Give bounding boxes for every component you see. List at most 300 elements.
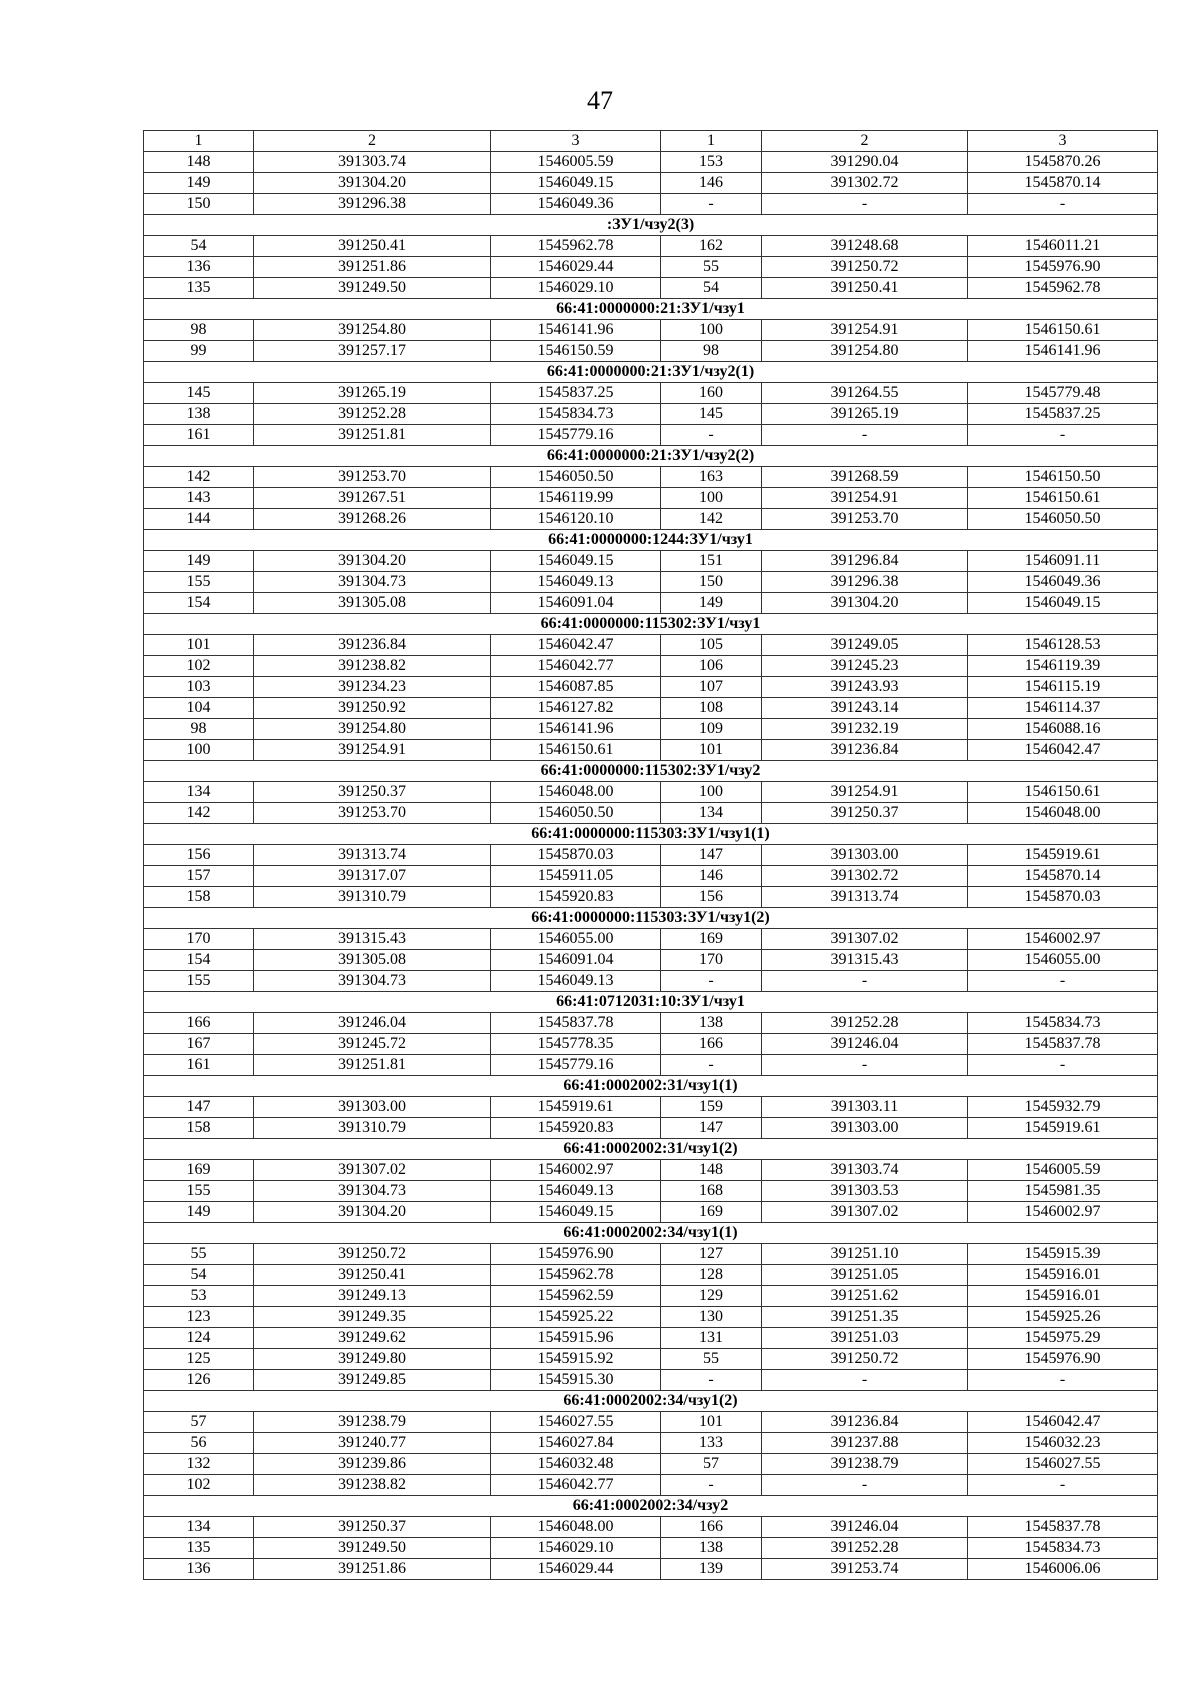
table-cell: 53: [144, 1286, 254, 1307]
table-cell: -: [968, 1055, 1158, 1076]
table-cell: 1546128.53: [968, 635, 1158, 656]
table-cell: 391254.91: [762, 488, 968, 509]
section-header-row: [144, 824, 1158, 845]
table-cell: 1546048.00: [968, 803, 1158, 824]
table-cell: 391253.70: [254, 803, 491, 824]
table-cell: 1545919.61: [968, 1118, 1158, 1139]
table-cell: 391250.41: [254, 236, 491, 257]
table-cell: 391304.20: [762, 593, 968, 614]
table-cell: 1546032.23: [968, 1433, 1158, 1454]
table-cell: 391302.72: [762, 866, 968, 887]
table-cell: 55: [661, 1349, 762, 1370]
table-row: [144, 929, 1158, 950]
table-cell: 1546029.44: [491, 257, 661, 278]
table-cell: -: [661, 1055, 762, 1076]
table-cell: -: [661, 425, 762, 446]
table-cell: 1546027.84: [491, 1433, 661, 1454]
table-cell: 391249.50: [254, 1538, 491, 1559]
table-cell: 1546048.00: [491, 782, 661, 803]
section-title: 66:41:0000000:115302:ЗУ1/чзу2: [144, 761, 1158, 782]
table-cell: 391249.05: [762, 635, 968, 656]
table-cell: -: [762, 1475, 968, 1496]
section-title: 66:41:0002002:34/чзу1(1): [144, 1223, 1158, 1244]
table-row: [144, 404, 1158, 425]
table-cell: 391245.23: [762, 656, 968, 677]
table-cell: 391303.11: [762, 1097, 968, 1118]
table-cell: 391239.86: [254, 1454, 491, 1475]
table-cell: 1546049.15: [491, 1202, 661, 1223]
table-cell: 391254.91: [254, 740, 491, 761]
section-header-row: [144, 299, 1158, 320]
table-cell: 1546029.10: [491, 278, 661, 299]
table-cell: 391237.88: [762, 1433, 968, 1454]
table-cell: 1545837.78: [968, 1517, 1158, 1538]
section-header-row: [144, 1496, 1158, 1517]
table-cell: -: [762, 971, 968, 992]
table-cell: 134: [144, 782, 254, 803]
table-cell: 1545962.59: [491, 1286, 661, 1307]
table-cell: -: [762, 1055, 968, 1076]
table-cell: 1545976.90: [968, 1349, 1158, 1370]
table-cell: 170: [661, 950, 762, 971]
table-cell: 1545916.01: [968, 1286, 1158, 1307]
table-cell: 391252.28: [762, 1538, 968, 1559]
section-header-row: [144, 761, 1158, 782]
table-row: [144, 173, 1158, 194]
table-cell: 391304.73: [254, 572, 491, 593]
table-cell: 391243.93: [762, 677, 968, 698]
table-cell: 1546141.96: [968, 341, 1158, 362]
table-cell: 391245.72: [254, 1034, 491, 1055]
table-cell: 391315.43: [762, 950, 968, 971]
table-cell: 391317.07: [254, 866, 491, 887]
table-cell: 391305.08: [254, 593, 491, 614]
table-cell: 1545915.39: [968, 1244, 1158, 1265]
header-cell: 3: [968, 131, 1158, 152]
table-cell: 54: [144, 1265, 254, 1286]
table-cell: -: [968, 971, 1158, 992]
table-cell: 159: [661, 1097, 762, 1118]
table-cell: -: [762, 425, 968, 446]
section-title: 66:41:0002002:31/чзу1(1): [144, 1076, 1158, 1097]
table-row: [144, 194, 1158, 215]
table-cell: 56: [144, 1433, 254, 1454]
table-cell: 169: [661, 929, 762, 950]
section-title: 66:41:0000000:1244:ЗУ1/чзу1: [144, 530, 1158, 551]
table-cell: 391249.35: [254, 1307, 491, 1328]
table-cell: -: [762, 1370, 968, 1391]
table-cell: 391236.84: [762, 740, 968, 761]
table-cell: 101: [661, 740, 762, 761]
table-cell: 1545919.61: [968, 845, 1158, 866]
table-cell: 149: [144, 173, 254, 194]
table-cell: 1545779.48: [968, 383, 1158, 404]
table-cell: 1545834.73: [491, 404, 661, 425]
table-cell: 391246.04: [254, 1013, 491, 1034]
table-cell: 170: [144, 929, 254, 950]
table-cell: 158: [144, 887, 254, 908]
table-cell: 391313.74: [254, 845, 491, 866]
table-cell: 1546027.55: [491, 1412, 661, 1433]
table-row: [144, 1349, 1158, 1370]
table-cell: 391315.43: [254, 929, 491, 950]
table-cell: -: [968, 1370, 1158, 1391]
table-cell: 134: [144, 1517, 254, 1538]
table-cell: 391250.72: [762, 1349, 968, 1370]
table-cell: 1545870.26: [968, 152, 1158, 173]
table-cell: 136: [144, 257, 254, 278]
table-cell: 143: [144, 488, 254, 509]
table-row: [144, 782, 1158, 803]
table-cell: 391249.80: [254, 1349, 491, 1370]
table-cell: 1546049.15: [491, 173, 661, 194]
table-cell: 391304.20: [254, 173, 491, 194]
table-cell: 391251.62: [762, 1286, 968, 1307]
table-cell: -: [661, 1475, 762, 1496]
table-row: [144, 1202, 1158, 1223]
table-row: [144, 1013, 1158, 1034]
table-cell: 391265.19: [254, 383, 491, 404]
table-cell: 391248.68: [762, 236, 968, 257]
table-cell: 1545920.83: [491, 1118, 661, 1139]
table-cell: 391251.05: [762, 1265, 968, 1286]
table-cell: 391251.10: [762, 1244, 968, 1265]
table-cell: 391246.04: [762, 1034, 968, 1055]
section-header-row: [144, 1391, 1158, 1412]
table-cell: 391253.70: [762, 509, 968, 530]
table-cell: 391304.73: [254, 1181, 491, 1202]
table-row: [144, 698, 1158, 719]
table-cell: 1546049.13: [491, 1181, 661, 1202]
table-cell: 149: [144, 551, 254, 572]
table-cell: 391303.00: [254, 1097, 491, 1118]
table-cell: 391296.38: [762, 572, 968, 593]
section-header-row: [144, 614, 1158, 635]
table-cell: 1546087.85: [491, 677, 661, 698]
table-row: [144, 1244, 1158, 1265]
table-cell: 147: [144, 1097, 254, 1118]
table-row: [144, 677, 1158, 698]
table-cell: 148: [144, 152, 254, 173]
table-cell: 1545962.78: [491, 1265, 661, 1286]
table-cell: 1546150.61: [491, 740, 661, 761]
table-cell: 391238.79: [254, 1412, 491, 1433]
table-cell: 391250.41: [762, 278, 968, 299]
table-cell: 136: [144, 1559, 254, 1580]
table-row: [144, 383, 1158, 404]
table-cell: 391249.13: [254, 1286, 491, 1307]
table-cell: 1546049.15: [491, 551, 661, 572]
table-cell: 126: [144, 1370, 254, 1391]
section-header-row: [144, 446, 1158, 467]
header-cell: 3: [491, 131, 661, 152]
table-cell: 391307.02: [762, 1202, 968, 1223]
table-cell: 1546049.36: [491, 194, 661, 215]
table-cell: 100: [661, 782, 762, 803]
table-cell: 142: [661, 509, 762, 530]
table-cell: 391251.35: [762, 1307, 968, 1328]
table-cell: 391236.84: [254, 635, 491, 656]
table-cell: 391267.51: [254, 488, 491, 509]
table-cell: 98: [661, 341, 762, 362]
table-row: [144, 1475, 1158, 1496]
table-cell: 1546005.59: [491, 152, 661, 173]
table-cell: 1545981.35: [968, 1181, 1158, 1202]
table-row: [144, 1328, 1158, 1349]
table-row: [144, 1454, 1158, 1475]
table-cell: 391307.02: [762, 929, 968, 950]
table-row: [144, 635, 1158, 656]
section-header-row: [144, 362, 1158, 383]
table-cell: 144: [144, 509, 254, 530]
table-cell: 1545915.30: [491, 1370, 661, 1391]
table-row: [144, 1370, 1158, 1391]
section-title: 66:41:0712031:10:ЗУ1/чзу1: [144, 992, 1158, 1013]
table-cell: 1546120.10: [491, 509, 661, 530]
table-cell: 1546006.06: [968, 1559, 1158, 1580]
table-cell: 142: [144, 467, 254, 488]
table-cell: 391251.86: [254, 257, 491, 278]
table-row: [144, 551, 1158, 572]
table-cell: 158: [144, 1118, 254, 1139]
table-cell: 391310.79: [254, 887, 491, 908]
table-cell: 102: [144, 656, 254, 677]
table-cell: 391252.28: [762, 1013, 968, 1034]
table-cell: 1545779.16: [491, 1055, 661, 1076]
table-cell: 391257.17: [254, 341, 491, 362]
table-cell: 138: [661, 1538, 762, 1559]
table-cell: 1545962.78: [491, 236, 661, 257]
section-title: 66:41:0000000:21:ЗУ1/чзу1: [144, 299, 1158, 320]
table-cell: 1545870.03: [968, 887, 1158, 908]
table-row: [144, 1412, 1158, 1433]
table-cell: 391240.77: [254, 1433, 491, 1454]
table-row: [144, 950, 1158, 971]
table-cell: -: [968, 425, 1158, 446]
table-cell: 1545975.29: [968, 1328, 1158, 1349]
table-cell: 157: [144, 866, 254, 887]
table-cell: 1546029.44: [491, 1559, 661, 1580]
section-title: 66:41:0002002:31/чзу1(2): [144, 1139, 1158, 1160]
section-title: 66:41:0002002:34/чзу2: [144, 1496, 1158, 1517]
table-cell: 1545920.83: [491, 887, 661, 908]
table-cell: 160: [661, 383, 762, 404]
table-cell: 125: [144, 1349, 254, 1370]
table-cell: 1546042.47: [968, 740, 1158, 761]
table-cell: 1546032.48: [491, 1454, 661, 1475]
table-cell: 1546055.00: [491, 929, 661, 950]
table-cell: 391232.19: [762, 719, 968, 740]
table-cell: 145: [661, 404, 762, 425]
section-title: 66:41:0000000:115303:ЗУ1/чзу1(2): [144, 908, 1158, 929]
table-cell: 109: [661, 719, 762, 740]
table-cell: 1546002.97: [968, 1202, 1158, 1223]
table-cell: 1545870.14: [968, 866, 1158, 887]
table-cell: 391238.79: [762, 1454, 968, 1475]
table-cell: 391305.08: [254, 950, 491, 971]
table-cell: 1546042.77: [491, 1475, 661, 1496]
table-cell: 391250.37: [762, 803, 968, 824]
coordinates-table-body: [144, 131, 1158, 1580]
table-cell: 129: [661, 1286, 762, 1307]
section-title: 66:41:0000000:115302:ЗУ1/чзу1: [144, 614, 1158, 635]
table-cell: 163: [661, 467, 762, 488]
table-cell: 161: [144, 1055, 254, 1076]
table-cell: 391303.00: [762, 1118, 968, 1139]
table-cell: 391303.00: [762, 845, 968, 866]
table-cell: 166: [661, 1034, 762, 1055]
table-cell: 155: [144, 1181, 254, 1202]
coordinates-table: [143, 130, 1158, 1580]
table-cell: 391313.74: [762, 887, 968, 908]
table-cell: 1545834.73: [968, 1538, 1158, 1559]
table-cell: 166: [661, 1517, 762, 1538]
table-cell: 1546150.61: [968, 782, 1158, 803]
table-cell: 391310.79: [254, 1118, 491, 1139]
table-cell: 391250.92: [254, 698, 491, 719]
table-cell: 391304.20: [254, 551, 491, 572]
table-cell: 1545915.92: [491, 1349, 661, 1370]
table-cell: 1546002.97: [491, 1160, 661, 1181]
table-cell: 391249.62: [254, 1328, 491, 1349]
table-cell: 391254.91: [762, 320, 968, 341]
section-header-row: [144, 530, 1158, 551]
table-cell: 391268.59: [762, 467, 968, 488]
table-row: [144, 1433, 1158, 1454]
table-cell: 1546127.82: [491, 698, 661, 719]
table-cell: 391251.86: [254, 1559, 491, 1580]
table-row: [144, 1055, 1158, 1076]
table-cell: 132: [144, 1454, 254, 1475]
table-cell: 391265.19: [762, 404, 968, 425]
table-row: [144, 152, 1158, 173]
table-cell: 135: [144, 278, 254, 299]
table-cell: 1546141.96: [491, 320, 661, 341]
table-cell: 147: [661, 1118, 762, 1139]
table-cell: 391264.55: [762, 383, 968, 404]
table-row: [144, 1559, 1158, 1580]
table-cell: 391251.81: [254, 425, 491, 446]
table-row: [144, 425, 1158, 446]
table-cell: 166: [144, 1013, 254, 1034]
table-cell: 57: [144, 1412, 254, 1433]
table-cell: 1545837.78: [968, 1034, 1158, 1055]
table-cell: 391296.38: [254, 194, 491, 215]
table-cell: 146: [661, 173, 762, 194]
table-cell: 1546011.21: [968, 236, 1158, 257]
table-row: [144, 1097, 1158, 1118]
table-cell: 1545919.61: [491, 1097, 661, 1118]
section-title: :ЗУ1/чзу2(3): [144, 215, 1158, 236]
table-cell: 142: [144, 803, 254, 824]
table-cell: 130: [661, 1307, 762, 1328]
table-cell: 102: [144, 1475, 254, 1496]
table-row: [144, 1286, 1158, 1307]
table-cell: 1546150.50: [968, 467, 1158, 488]
table-row: [144, 320, 1158, 341]
table-cell: 391238.82: [254, 1475, 491, 1496]
table-cell: 1546091.04: [491, 950, 661, 971]
table-row: [144, 1517, 1158, 1538]
table-cell: 1546115.19: [968, 677, 1158, 698]
table-cell: 1545976.90: [968, 257, 1158, 278]
table-row: [144, 887, 1158, 908]
table-cell: 1546150.59: [491, 341, 661, 362]
table-cell: 103: [144, 677, 254, 698]
table-row: [144, 488, 1158, 509]
table-cell: -: [661, 194, 762, 215]
table-cell: 1545976.90: [491, 1244, 661, 1265]
table-cell: 1546150.61: [968, 320, 1158, 341]
table-cell: 391253.70: [254, 467, 491, 488]
table-cell: 135: [144, 1538, 254, 1559]
header-cell: 2: [254, 131, 491, 152]
table-cell: 1545837.78: [491, 1013, 661, 1034]
table-cell: 153: [661, 152, 762, 173]
page-number: 47: [587, 86, 613, 115]
table-row: [144, 467, 1158, 488]
table-cell: 101: [661, 1412, 762, 1433]
table-row: [144, 257, 1158, 278]
table-cell: 391249.85: [254, 1370, 491, 1391]
table-cell: 1546050.50: [491, 467, 661, 488]
table-cell: 1546029.10: [491, 1538, 661, 1559]
table-cell: 127: [661, 1244, 762, 1265]
table-cell: 98: [144, 719, 254, 740]
table-row: [144, 1181, 1158, 1202]
table-cell: 391307.02: [254, 1160, 491, 1181]
table-cell: 148: [661, 1160, 762, 1181]
table-row: [144, 803, 1158, 824]
table-cell: 147: [661, 845, 762, 866]
table-cell: 99: [144, 341, 254, 362]
table-cell: 391304.20: [254, 1202, 491, 1223]
table-row: [144, 971, 1158, 992]
table-cell: 145: [144, 383, 254, 404]
table-cell: 155: [144, 971, 254, 992]
table-cell: 138: [144, 404, 254, 425]
table-cell: 1546119.39: [968, 656, 1158, 677]
table-cell: 146: [661, 866, 762, 887]
table-cell: 391304.73: [254, 971, 491, 992]
table-cell: 1545962.78: [968, 278, 1158, 299]
table-cell: 100: [144, 740, 254, 761]
table-cell: 1546042.77: [491, 656, 661, 677]
table-cell: 155: [144, 572, 254, 593]
table-cell: 169: [144, 1160, 254, 1181]
table-cell: 151: [661, 551, 762, 572]
table-cell: 1546049.15: [968, 593, 1158, 614]
table-row: [144, 593, 1158, 614]
table-cell: 150: [661, 572, 762, 593]
table-cell: 55: [661, 257, 762, 278]
table-cell: 1545911.05: [491, 866, 661, 887]
table-cell: 391246.04: [762, 1517, 968, 1538]
table-cell: 391254.91: [762, 782, 968, 803]
table-cell: 108: [661, 698, 762, 719]
table-cell: 134: [661, 803, 762, 824]
table-cell: 1546114.37: [968, 698, 1158, 719]
table-cell: 1546050.50: [491, 803, 661, 824]
table-cell: 1545778.35: [491, 1034, 661, 1055]
table-cell: 149: [661, 593, 762, 614]
table-cell: 391249.50: [254, 278, 491, 299]
section-header-row: [144, 215, 1158, 236]
table-row: [144, 278, 1158, 299]
table-cell: 167: [144, 1034, 254, 1055]
table-row: [144, 866, 1158, 887]
table-cell: 161: [144, 425, 254, 446]
